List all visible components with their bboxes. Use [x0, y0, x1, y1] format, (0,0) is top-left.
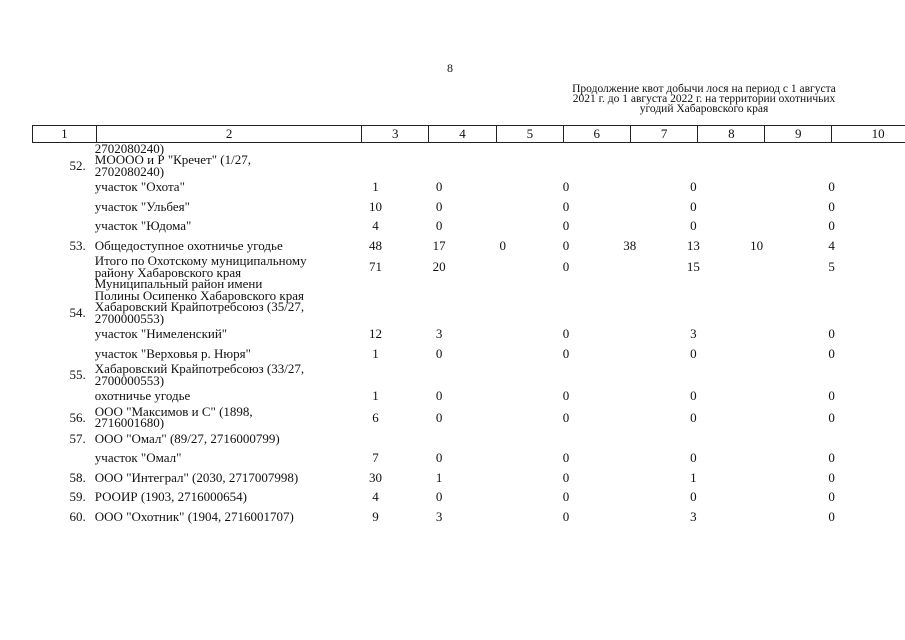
cell-col-4: 0	[435, 218, 443, 233]
cell-col-8: 0	[690, 409, 697, 425]
table-row	[32, 429, 875, 449]
page-number: 8	[447, 61, 453, 75]
row-number: 53.	[69, 237, 86, 253]
row-name	[93, 301, 344, 324]
table-row	[32, 403, 875, 430]
cell-col-10	[788, 429, 875, 449]
cell-col-6: 0	[562, 450, 570, 465]
cell-col-10: 4	[828, 237, 835, 253]
cell-col-3: 4	[372, 218, 379, 233]
row-name	[93, 216, 344, 236]
cell-col-8: 0	[690, 489, 697, 504]
row-name-line: участок "Нимеленский"	[94, 326, 228, 341]
row-number	[32, 143, 93, 154]
cell-col-4: 3	[435, 326, 443, 341]
cell-col-9	[725, 487, 788, 507]
cell-col-7	[598, 507, 662, 527]
cell-col-4	[407, 301, 471, 324]
cell-col-4: 0	[435, 450, 443, 465]
cell-col-3: 1	[372, 388, 379, 403]
cell-col-5	[471, 154, 534, 177]
cell-col-4	[407, 143, 471, 154]
cell-col-9	[725, 448, 788, 468]
table-row	[32, 363, 875, 386]
row-name-line: Общедоступное охотничье угодье	[94, 237, 283, 253]
header-cell-1: 1	[33, 126, 97, 142]
row-number	[32, 448, 93, 468]
heading-line: Продолжение квот добычи лося на период с 1 августа	[572, 83, 836, 95]
cell-col-3: 6	[372, 409, 379, 425]
row-name	[93, 363, 344, 386]
cell-col-10: 0	[828, 179, 835, 194]
cell-col-3: 1	[372, 179, 379, 194]
row-number: 59.	[69, 489, 86, 504]
cell-col-4: 0	[435, 489, 443, 504]
cell-col-7	[598, 344, 662, 364]
row-name-line: участок "Омал"	[94, 450, 182, 465]
table-row	[32, 324, 875, 344]
cell-col-6	[534, 143, 597, 154]
cell-col-6	[534, 363, 597, 386]
cell-col-5	[471, 406, 534, 429]
row-name-line: Хабаровский Крайпотребсоюз (33/27,	[94, 361, 305, 376]
cell-col-6: 0	[562, 388, 570, 403]
row-number: 57.	[69, 430, 86, 446]
cell-col-8	[662, 278, 725, 301]
cell-col-10: 0	[828, 409, 835, 425]
row-number: 54.	[69, 305, 86, 320]
row-name	[93, 403, 344, 430]
row-name-line: 2700000553)	[94, 372, 165, 388]
row-name	[93, 507, 344, 527]
row-name	[93, 324, 344, 344]
cell-col-8	[662, 429, 725, 449]
row-name	[93, 448, 344, 468]
row-name-line: 2702080240)	[94, 163, 165, 179]
row-number	[32, 177, 93, 197]
cell-col-6	[534, 154, 597, 177]
cell-col-6	[534, 278, 597, 301]
table-row	[32, 448, 875, 468]
cell-col-5	[471, 363, 534, 386]
cell-col-5	[471, 177, 534, 197]
table-row	[32, 468, 875, 488]
row-name-line: охотничье угодье	[94, 388, 191, 403]
cell-col-3	[344, 363, 407, 386]
row-name-line: участок "Охота"	[94, 179, 185, 194]
row-name-line: району Хабаровского края	[94, 264, 242, 280]
row-name	[93, 278, 344, 301]
heading-line: 2021 г. до 1 августа 2022 г. на территории охотничьих	[572, 93, 836, 105]
row-name-line: РООИР (1903, 2716000654)	[94, 489, 247, 504]
cell-col-10: 0	[828, 388, 835, 403]
row-number: 56.	[69, 409, 86, 425]
row-number: 60.	[69, 508, 86, 524]
row-name-line: МОООО и Р "Кречет" (1/27,	[94, 152, 251, 167]
cell-col-8	[662, 363, 725, 386]
row-name-line: Хабаровский Крайпотребсоюз (35/27,	[94, 299, 305, 314]
cell-col-5	[471, 487, 534, 507]
cell-col-4: 0	[435, 198, 443, 214]
cell-col-6: 0	[562, 469, 570, 485]
cell-col-3	[344, 143, 407, 154]
cell-col-7: 38	[623, 237, 637, 253]
table-row	[32, 255, 875, 278]
cell-col-9	[725, 344, 788, 364]
cell-col-10: 0	[828, 508, 835, 524]
cell-col-7	[598, 177, 662, 197]
row-name-line: ООО "Максимов и С" (1898,	[94, 403, 253, 419]
header-cell-7: 7	[631, 126, 699, 142]
cell-col-7	[598, 216, 662, 236]
table-row	[32, 487, 875, 507]
cell-col-9	[725, 406, 788, 429]
table-row	[32, 278, 875, 301]
cell-col-8	[662, 301, 725, 324]
row-name-line: ООО "Охотник" (1904, 2716001707)	[94, 508, 294, 524]
cell-col-6: 0	[562, 489, 570, 504]
cell-col-7	[598, 154, 662, 177]
cell-col-9	[725, 177, 788, 197]
cell-col-4: 0	[435, 179, 443, 194]
header-cell-9: 9	[765, 126, 832, 142]
cell-col-4: 0	[435, 345, 443, 361]
cell-col-6: 0	[562, 326, 570, 341]
header-cell-8: 8	[698, 126, 765, 142]
cell-col-9	[725, 363, 788, 386]
cell-col-5	[471, 324, 534, 344]
cell-col-5	[471, 448, 534, 468]
cell-col-10: 0	[828, 198, 835, 214]
cell-col-9	[725, 197, 788, 217]
cell-col-3	[344, 301, 407, 324]
row-number	[32, 344, 93, 364]
cell-col-3: 71	[368, 259, 382, 274]
header-cell-10: 10	[871, 126, 885, 141]
cell-col-8: 0	[690, 388, 697, 403]
row-name	[93, 255, 344, 278]
cell-col-5	[471, 301, 534, 324]
table-row	[32, 216, 875, 236]
table-row	[32, 177, 875, 197]
header-cell-4: 4	[429, 126, 497, 142]
cell-col-6: 0	[562, 218, 570, 233]
cell-col-10	[788, 301, 875, 324]
cell-col-5	[471, 216, 534, 236]
cell-col-8: 0	[690, 218, 697, 233]
table-row	[32, 507, 875, 527]
cell-col-3: 48	[368, 237, 382, 253]
cell-col-9	[725, 301, 788, 324]
cell-col-5	[471, 278, 534, 301]
cell-col-8: 0	[690, 450, 697, 465]
cell-col-9	[725, 324, 788, 344]
cell-col-6	[534, 301, 597, 324]
cell-col-7	[598, 324, 662, 344]
cell-col-3: 7	[372, 450, 379, 465]
cell-col-3: 9	[372, 508, 379, 524]
row-name-line: Итого по Охотскому муниципальному	[94, 253, 307, 268]
cell-col-6: 0	[562, 198, 570, 214]
table-row	[32, 154, 875, 177]
cell-col-7	[598, 278, 662, 301]
cell-col-10: 0	[828, 218, 835, 233]
cell-col-3	[344, 278, 407, 301]
row-name	[93, 468, 344, 488]
row-name-line: 2716001680)	[94, 415, 165, 430]
cell-col-5	[471, 143, 534, 154]
cell-col-3: 4	[372, 489, 379, 504]
cell-col-9	[725, 507, 788, 527]
row-name-line: участок "Ульбея"	[94, 198, 190, 214]
row-name-line: Полины Осипенко Хабаровского края	[94, 287, 304, 303]
header-cell-6: 6	[564, 126, 631, 142]
cell-col-3	[344, 429, 407, 449]
row-name-line: 2702080240)	[94, 141, 165, 156]
cell-col-6	[534, 429, 597, 449]
cell-col-10	[788, 278, 875, 301]
cell-col-8: 0	[690, 179, 697, 194]
cell-col-4	[407, 429, 471, 449]
row-name	[93, 386, 344, 406]
cell-col-4	[407, 363, 471, 386]
cell-col-8: 13	[686, 237, 700, 253]
cell-col-7	[598, 468, 662, 488]
cell-col-8: 0	[690, 198, 697, 214]
cell-col-9	[725, 278, 788, 301]
row-number: 52.	[69, 158, 86, 173]
cell-col-5	[471, 468, 534, 488]
cell-col-4: 1	[435, 469, 443, 485]
cell-col-8: 3	[690, 326, 697, 341]
cell-col-10: 0	[828, 489, 835, 504]
row-name-line: Муниципальный район имени	[94, 276, 263, 291]
row-number: 58.	[69, 469, 86, 485]
cell-col-9	[725, 216, 788, 236]
header-cell-2: 2	[97, 126, 362, 142]
cell-col-4: 0	[435, 388, 443, 403]
cell-col-8: 1	[690, 469, 697, 485]
cell-col-5	[471, 344, 534, 364]
cell-col-7	[598, 448, 662, 468]
cell-col-9	[725, 255, 788, 278]
cell-col-3	[344, 154, 407, 177]
cell-col-6: 0	[562, 409, 570, 425]
cell-col-6: 0	[562, 345, 570, 361]
table-row	[32, 301, 875, 324]
cell-col-8: 0	[690, 345, 697, 361]
row-name	[93, 154, 344, 177]
cell-col-9	[725, 154, 788, 177]
cell-col-7	[598, 143, 662, 154]
cell-col-7	[598, 429, 662, 449]
cell-col-10	[788, 143, 875, 154]
row-name	[93, 487, 344, 507]
cell-col-7	[598, 487, 662, 507]
cell-col-5	[471, 255, 534, 278]
cell-col-5	[471, 386, 534, 406]
cell-col-7	[598, 301, 662, 324]
cell-col-5: 0	[499, 237, 507, 253]
cell-col-8	[662, 143, 725, 154]
table-row	[32, 386, 875, 406]
cell-col-8: 15	[686, 259, 700, 274]
row-name-line: участок "Верховья р. Нюря"	[94, 345, 251, 361]
row-number	[32, 216, 93, 236]
cell-col-3: 1	[372, 345, 379, 361]
cell-col-4	[407, 278, 471, 301]
cell-col-7	[598, 386, 662, 406]
cell-col-9	[725, 429, 788, 449]
quota-table-body	[32, 143, 875, 526]
cell-col-10: 0	[828, 469, 835, 485]
header-cell-5: 5	[497, 126, 564, 142]
table-row	[32, 197, 875, 217]
cell-col-7	[598, 197, 662, 217]
cell-col-10: 0	[828, 326, 835, 341]
row-number	[32, 386, 93, 406]
cell-col-3: 30	[368, 469, 382, 485]
row-name-line: ООО "Омал" (89/27, 2716000799)	[94, 430, 280, 446]
row-name	[93, 177, 344, 197]
cell-col-5	[471, 197, 534, 217]
heading-line: угодий Хабаровского края	[639, 103, 769, 115]
cell-col-3: 10	[368, 198, 382, 214]
cell-col-7	[598, 255, 662, 278]
cell-col-4: 0	[435, 409, 443, 425]
row-name	[93, 429, 344, 449]
row-number	[32, 278, 93, 301]
cell-col-10: 0	[828, 345, 835, 361]
cell-col-8: 3	[690, 508, 697, 524]
cell-col-4: 17	[432, 237, 446, 253]
row-name-line: 2700000553)	[94, 310, 165, 326]
row-name-line: ООО "Интеграл" (2030, 2717007998)	[94, 469, 299, 485]
row-number	[32, 255, 93, 278]
cell-col-6: 0	[562, 259, 570, 274]
row-name-line: участок "Юдома"	[94, 218, 192, 233]
row-number	[32, 197, 93, 217]
cell-col-6: 0	[562, 179, 570, 194]
cell-col-9	[725, 143, 788, 154]
cell-col-10: 0	[828, 450, 835, 465]
row-number	[32, 324, 93, 344]
cell-col-4: 3	[435, 508, 443, 524]
cell-col-10	[788, 363, 875, 386]
cell-col-4: 20	[432, 259, 446, 274]
cell-col-9: 10	[750, 237, 764, 253]
row-number: 55.	[69, 367, 86, 382]
cell-col-9	[725, 386, 788, 406]
cell-col-10: 5	[828, 259, 835, 274]
header-cell-3: 3	[362, 126, 429, 142]
cell-col-6: 0	[562, 508, 570, 524]
cell-col-7	[598, 406, 662, 429]
cell-col-9	[725, 468, 788, 488]
cell-col-10	[788, 154, 875, 177]
cell-col-7	[598, 363, 662, 386]
cell-col-4	[407, 154, 471, 177]
cell-col-3: 12	[368, 326, 382, 341]
cell-col-5	[471, 507, 534, 527]
cell-col-6: 0	[562, 237, 570, 253]
cell-col-8	[662, 154, 725, 177]
row-name	[93, 197, 344, 217]
cell-col-5	[471, 429, 534, 449]
table-continuation-heading	[548, 84, 860, 114]
